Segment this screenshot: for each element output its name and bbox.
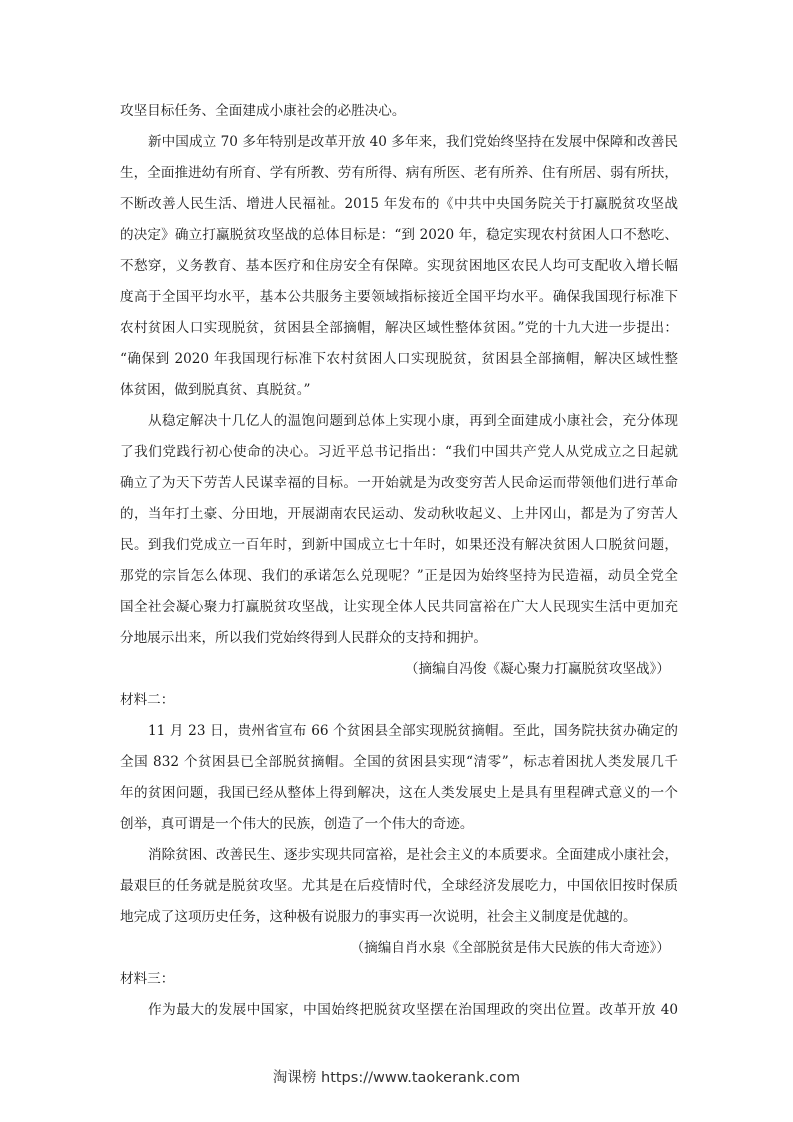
paragraph-line: 那党的宗旨怎么体现、我们的承诺怎么兑现呢？”正是因为始终坚持为民造福，动员全党全 <box>120 568 678 584</box>
paragraph-line: “确保到 2020 年我国现行标准下农村贫困人口实现脱贫，贫困县全部摘帽，解决区域性整 <box>120 351 678 367</box>
paragraph-2 <box>120 406 678 654</box>
source-citation-1: （摘编自冯俊《凝心聚力打赢脱贫攻坚战》） <box>404 661 670 677</box>
paragraph-line: 的决定》确立打赢脱贫攻坚战的总体目标是：“到 2020 年，稳定实现农村贫困人口不愁吃、 <box>120 227 678 243</box>
paragraph-line: 不断改善人民生活、增进人民福祉。2015 年发布的《中共中央国务院关于打赢脱贫攻坚战 <box>120 196 678 212</box>
paragraph-line: 确立了为天下劳苦人民谋幸福的目标。一开始就是为改变穷苦人民命运而带领他们进行革命 <box>120 475 678 491</box>
document-body <box>120 96 678 1026</box>
material-2-label: 材料二： <box>120 692 175 708</box>
paragraph-line: 体贫困，做到脱真贫、真脱贫。” <box>120 382 311 398</box>
material-2-paragraph-1 <box>120 716 678 840</box>
paragraph-line: 地完成了这项历史任务，这种极有说服力的事实再一次说明，社会主义制度是优越的。 <box>120 909 637 925</box>
material-2-paragraph-2 <box>120 840 678 933</box>
paragraph-line: 消除贫困、改善民生、逐步实现共同富裕，是社会主义的本质要求。全面建成小康社会， <box>148 847 678 863</box>
paragraph-line: 生，全面推进幼有所育、学有所教、劳有所得、病有所医、老有所养、住有所居、弱有所扶， <box>120 165 678 181</box>
paragraph-line: 从稳定解决十几亿人的温饱问题到总体上实现小康，再到全面建成小康社会，充分体现 <box>148 413 678 429</box>
paragraph-line: 年的贫困问题，我国已经从整体上得到解决，这在人类发展史上是具有里程碑式意义的一个 <box>120 785 678 801</box>
paragraph-line: 创举，真可谓是一个伟大的民族，创造了一个伟大的奇迹。 <box>120 816 474 832</box>
paragraph-line: 的，当年打土豪、分田地，开展湖南农民运动、发动秋收起义、上井冈山，都是为了穷苦人 <box>120 506 678 522</box>
paragraph-line: 不愁穿，义务教育、基本医疗和住房安全有保障。实现贫困地区农民人均可支配收入增长幅 <box>120 258 678 274</box>
paragraph-line: 民。到我们党成立一百年时，到新中国成立七十年时，如果还没有解决贫困人口脱贫问题， <box>120 537 678 553</box>
paragraph-line: 了我们党践行初心使命的决心。习近平总书记指出：“我们中国共产党人从党成立之日起就 <box>120 444 678 460</box>
paragraph-line: 农村贫困人口实现脱贫，贫困县全部摘帽，解决区域性整体贫困。”党的十九大进一步提出： <box>120 320 678 336</box>
page-footer-watermark: 淘课榜 https://www.taokerank.com <box>272 1070 521 1086</box>
paragraph-line: 作为最大的发展中国家，中国始终把脱贫攻坚摆在治国理政的突出位置。改革开放 40 <box>148 1002 678 1018</box>
paragraph-line: 分地展示出来，所以我们党始终得到人民群众的支持和拥护。 <box>120 630 488 646</box>
paragraph-line: 11 月 23 日，贵州省宣布 66 个贫困县全部实现脱贫摘帽。至此，国务院扶贫办确定的 <box>148 723 678 739</box>
paragraph-line: 全国 832 个贫困县已全部脱贫摘帽。全国的贫困县实现“清零”，标志着困扰人类发展几千 <box>120 754 678 770</box>
paragraph-line: 新中国成立 70 多年特别是改革开放 40 多年来，我们党始终坚持在发展中保障和改善民 <box>148 134 678 150</box>
source-citation-2: （摘编自肖水泉《全部脱贫是伟大民族的伟大奇迹》） <box>350 940 670 956</box>
paragraph-line: 攻坚目标任务、全面建成小康社会的必胜决心。 <box>120 103 406 119</box>
paragraph-line: 度高于全国平均水平，基本公共服务主要领域指标接近全国平均水平。确保我国现行标准下 <box>120 289 678 305</box>
paragraph-line: 最艰巨的任务就是脱贫攻坚。尤其是在后疫情时代，全球经济发展吃力，中国依旧按时保质 <box>120 878 678 894</box>
paragraph-line: 国全社会凝心聚力打赢脱贫攻坚战，让实现全体人民共同富裕在广大人民现实生活中更加充 <box>120 599 678 615</box>
paragraph-1 <box>120 127 678 406</box>
material-3-label: 材料三： <box>120 971 175 987</box>
